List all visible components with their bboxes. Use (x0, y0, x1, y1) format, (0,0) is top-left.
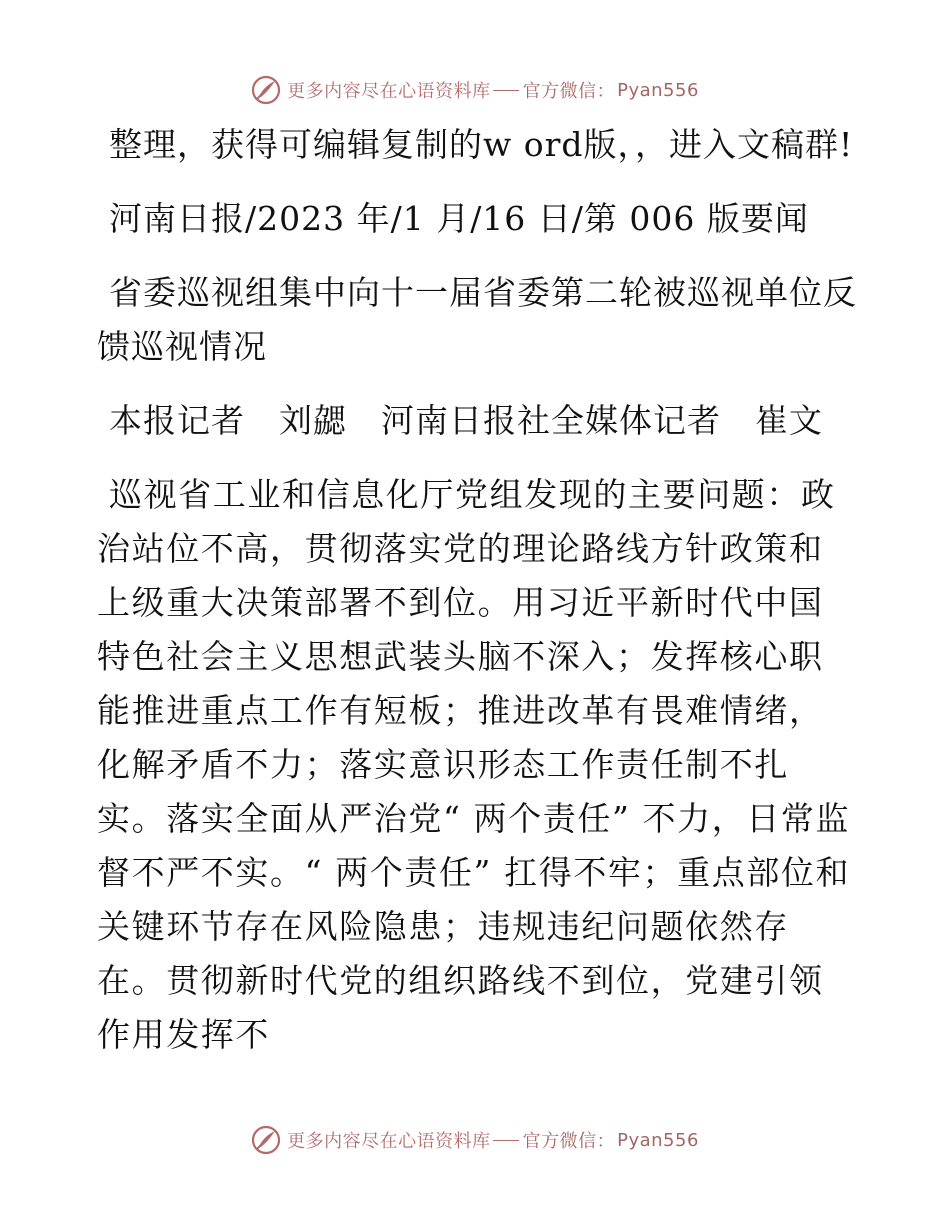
banner-wechat-id: Pyan556 (617, 79, 699, 101)
headline: 省委巡视组集中向十一届省委第二轮被巡视单位反馈巡视情况 (97, 273, 857, 366)
header-watermark-banner (0, 70, 950, 110)
banner-dash (493, 90, 519, 91)
body-paragraph: 巡视省工业和信息化厅党组发现的主要问题：政治站位不高，贯彻落实党的理论路线方针政策和上级重大决策部署不到位。用习近平新时代中国特色社会主义思想武装头脑不深入；发挥核心职能推进重点工作有短板；推进改革有畏难情绪，化解矛盾不力；落实意识形态工作责任制不扎实。落实全面从严治党“ 两个责任” 不力，日常监督不严不实。“ 两个责任” 扛得不牢；重点部位和关键环节存在风险隐患；违规违纪问题依然存在。贯彻新时代党的组织路线不到位，党建引领作用发挥不 (97, 475, 851, 1054)
source-line: 河南日报/2023 年/1 月/16 日/第 006 版要闻 (109, 199, 809, 238)
footer-watermark-banner (0, 1120, 950, 1160)
intro-paragraph: 整理，获得可编辑复制的w ord版，，进入文稿群! (109, 125, 854, 164)
banner-wechat-label: 官方微信： (522, 1131, 616, 1152)
feather-pen-logo-icon (251, 1125, 281, 1155)
banner-text: 更多内容尽在心语资料库 (287, 81, 491, 102)
banner-dash (493, 1140, 519, 1141)
banner-wechat-label: 官方微信： (522, 81, 616, 102)
feather-pen-logo-icon (251, 75, 281, 105)
byline: 本报记者 刘勰 河南日报社全媒体记者 崔文 (109, 401, 823, 440)
banner-wechat-id: Pyan556 (617, 1129, 699, 1151)
document-body (97, 118, 857, 1082)
banner-text: 更多内容尽在心语资料库 (287, 1131, 491, 1152)
